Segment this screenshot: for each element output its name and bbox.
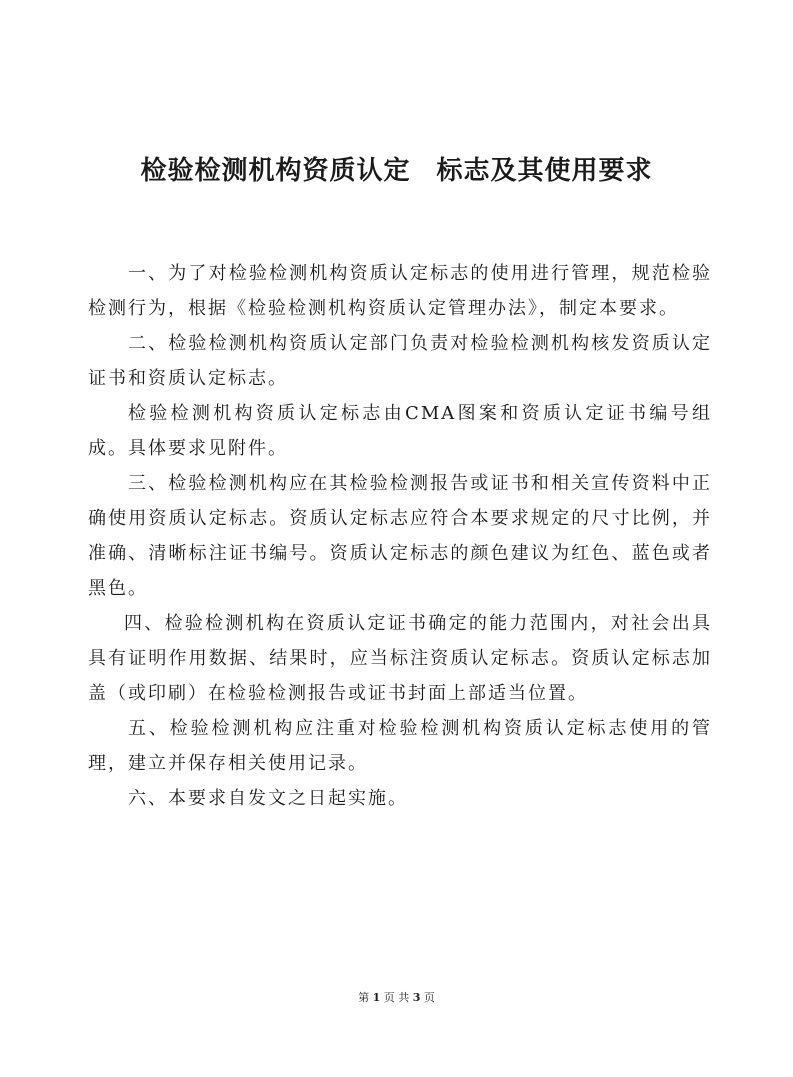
footer-suffix: 页	[423, 991, 435, 1004]
footer-prefix: 第	[358, 991, 370, 1004]
paragraph-4: 三、检验检测机构应在其检验检测报告或证书和相关宣传资料中正确使用资质认定标志。资质认定标志应符合本要求规定的尺寸比例，并准确、清晰标注证书编号。资质认定标志的颜色建议为红色、蓝色或者黑色。	[88, 473, 712, 599]
paragraph-7: 六、本要求自发文之日起实施。	[128, 788, 408, 809]
title-part-1: 检验检测机构资质认定	[140, 156, 411, 187]
paragraph-3: 检验检测机构资质认定标志由CMA图案和资质认定证书编号组成。具体要求见附件。	[88, 403, 712, 459]
paragraph-1: 一、为了对检验检测机构资质认定标志的使用进行管理，规范检验检测行为，根据《检验检测机构资质认定管理办法》，制定本要求。	[88, 263, 712, 319]
paragraph-6: 五、检验检测机构应注重对检验检测机构资质认定标志使用的管理，建立并保存相关使用记录。	[88, 718, 712, 774]
footer-total-pages: 3	[412, 991, 421, 1004]
title-part-2: 标志及其使用要求	[436, 156, 653, 187]
footer-middle: 页 共	[383, 991, 410, 1004]
page-title	[0, 151, 793, 191]
footer-current-page: 1	[372, 991, 381, 1004]
page-footer	[0, 990, 793, 1006]
paragraph-2: 二、检验检测机构资质认定部门负责对检验检测机构核发资质认定证书和资质认定标志。	[88, 333, 712, 389]
document-body	[88, 256, 712, 816]
paragraph-5: 四、检验检测机构在资质认定证书确定的能力范围内，对社会出具具有证明作用数据、结果时，应当标注资质认定标志。资质认定标志加盖（或印刷）在检验检测报告或证书封面上部适当位置。	[88, 613, 712, 704]
